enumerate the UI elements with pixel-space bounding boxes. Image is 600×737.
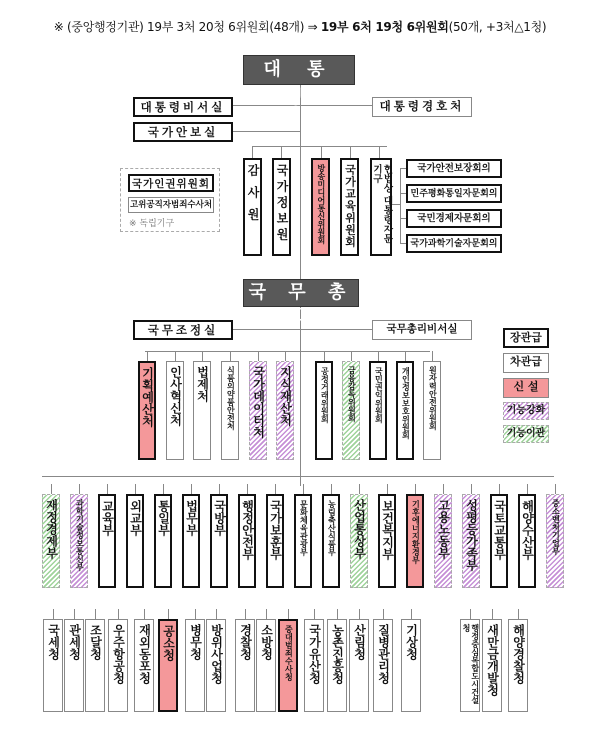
label: 우주항공청 xyxy=(111,624,126,684)
label: 기능이관 xyxy=(506,428,546,439)
prime-minister-box[interactable] xyxy=(243,279,359,329)
ministry-0[interactable] xyxy=(42,494,60,588)
board-of-audit[interactable] xyxy=(243,158,262,256)
label: 대통령경호처 xyxy=(379,99,465,113)
pm-agency-2[interactable] xyxy=(193,361,211,460)
agency-9[interactable] xyxy=(256,619,276,712)
label: 방위사업청 xyxy=(209,624,224,684)
label: 국가유산청 xyxy=(307,624,322,684)
label: 지식재산처 xyxy=(278,366,293,426)
ministry-9[interactable] xyxy=(294,494,312,588)
ministry-18[interactable] xyxy=(546,494,564,588)
label: 방송미디어통신위원회 xyxy=(316,164,326,244)
label: 기획예산처 xyxy=(140,367,155,427)
label: 해양경찰청 xyxy=(511,624,526,684)
agency-0[interactable] xyxy=(43,619,63,712)
label: 통일부 xyxy=(156,500,171,536)
pm-agency-9[interactable] xyxy=(396,361,414,460)
label: 국가정보원 xyxy=(275,164,290,244)
ministry-17[interactable] xyxy=(518,494,536,588)
cio-box[interactable] xyxy=(128,197,214,213)
label: 국무총리비서실 xyxy=(386,323,458,335)
constitutional-advisory-bodies[interactable] xyxy=(370,158,392,256)
label: 인사혁신처 xyxy=(168,366,183,426)
national-security-office[interactable] xyxy=(133,122,233,142)
legend-minister xyxy=(503,328,549,348)
agency-12[interactable] xyxy=(327,619,347,712)
label: 기상청 xyxy=(404,624,419,660)
label: 재정경제부 xyxy=(44,499,59,559)
agency-11[interactable] xyxy=(304,619,324,712)
label: 농림축산식품부 xyxy=(327,500,337,556)
agency-6[interactable] xyxy=(185,619,205,712)
label: 성평등가족부 xyxy=(464,499,479,571)
label: 고용노동부 xyxy=(436,499,451,559)
advisory-economy[interactable] xyxy=(406,209,502,228)
agency-3[interactable] xyxy=(108,619,128,712)
label: 대통령비서실 xyxy=(140,100,226,114)
label: 중대범죄수사청 xyxy=(284,625,294,681)
label: 국민경제자문회의 xyxy=(417,213,491,224)
label: 공소청 xyxy=(161,625,176,661)
label: 공정거래위원회 xyxy=(320,367,330,423)
ministry-15[interactable] xyxy=(462,494,480,588)
label: 국가안전보장회의 xyxy=(417,163,491,174)
label: 원자력안전위원회 xyxy=(428,366,438,430)
ministry-14[interactable] xyxy=(434,494,452,588)
pm-title: 국 무 총 리 xyxy=(248,282,354,329)
label: 행정안전부 xyxy=(240,500,255,560)
label: 기능강화 xyxy=(506,405,546,416)
pm-agency-6[interactable] xyxy=(315,361,333,460)
label: 산업통상부 xyxy=(352,499,367,559)
pm-agency-8[interactable] xyxy=(369,361,387,460)
legend-vice xyxy=(503,353,549,373)
ministry-1[interactable] xyxy=(70,494,88,588)
label: 재외동포청 xyxy=(137,624,152,684)
ministry-3[interactable] xyxy=(126,494,144,588)
label: 소방청 xyxy=(259,624,274,660)
agency-5[interactable] xyxy=(158,619,178,712)
office-government-policy-coordination[interactable] xyxy=(133,320,233,340)
label: 감사원 xyxy=(246,164,261,230)
label: 국가안보실 xyxy=(147,125,219,139)
agency-14[interactable] xyxy=(373,619,393,712)
human-rights-commission[interactable] xyxy=(128,174,214,192)
ministry-10[interactable] xyxy=(322,494,340,588)
agency-16[interactable] xyxy=(460,619,480,712)
ministry-5[interactable] xyxy=(182,494,200,588)
arrow-icon: ⇒ xyxy=(307,20,318,34)
advisory-unification[interactable] xyxy=(406,184,502,203)
legend-strengthened xyxy=(503,402,549,420)
advisory-nsc[interactable] xyxy=(406,159,502,178)
label: 장관급 xyxy=(510,331,542,344)
agency-2[interactable] xyxy=(85,619,105,712)
president-title: 대 통 령 xyxy=(263,59,335,108)
summary-after: 19부 6처 19청 6위원회 xyxy=(320,20,449,34)
label: 국가과학기술자문회의 xyxy=(410,239,498,249)
label: 과학기술정보통신부 xyxy=(75,499,85,571)
label: 중소벤처기업부 xyxy=(551,499,561,555)
pm-agency-1[interactable] xyxy=(166,361,184,460)
pm-secretariat[interactable] xyxy=(372,320,472,340)
label: 국가보훈부 xyxy=(268,500,283,560)
advisory-science[interactable] xyxy=(406,234,502,253)
label: 병무청 xyxy=(188,624,203,660)
independent-agencies-group xyxy=(120,168,220,232)
label: 국가교육위원회 xyxy=(343,164,357,248)
summary-after-tail: (50개, +3처△1청) xyxy=(448,20,547,34)
label: 국가데이터처 xyxy=(251,366,266,438)
agency-4[interactable] xyxy=(134,619,154,712)
label: 식품의약품안전처 xyxy=(226,366,236,430)
legend-transferred xyxy=(503,425,549,443)
label: 국가인권위원회 xyxy=(131,178,210,190)
agency-8[interactable] xyxy=(235,619,255,712)
label: 국세청 xyxy=(46,624,61,660)
label: 조달청 xyxy=(88,624,103,660)
ministry-13[interactable] xyxy=(406,494,424,588)
national-education-commission[interactable] xyxy=(340,158,359,256)
label: 기후에너지환경부 xyxy=(411,500,421,564)
agency-1[interactable] xyxy=(64,619,84,712)
label: 금융감독위원회 xyxy=(347,366,357,422)
pm-agency-10[interactable] xyxy=(423,361,441,460)
pm-agency-7[interactable] xyxy=(342,361,360,460)
ministry-16[interactable] xyxy=(490,494,508,588)
label: 문화체육관광부 xyxy=(299,500,309,556)
label: 새만금개발청 xyxy=(485,624,500,696)
agency-15[interactable] xyxy=(401,619,421,712)
broadcast-media-commission[interactable] xyxy=(311,158,330,256)
summary-header xyxy=(0,18,600,35)
label: 개인정보보호위원회 xyxy=(401,367,411,439)
nis-box[interactable] xyxy=(272,158,291,256)
agency-7[interactable] xyxy=(206,619,226,712)
agency-18[interactable] xyxy=(508,619,528,712)
label: 관세청 xyxy=(67,624,82,660)
pm-agency-4[interactable] xyxy=(249,361,267,460)
label: 행정중심복합도시건설청 xyxy=(462,624,480,704)
ministry-2[interactable] xyxy=(98,494,116,588)
label: 질병관리청 xyxy=(376,624,391,684)
label: 외교부 xyxy=(128,500,143,536)
independent-note: ※ 독립기구 xyxy=(129,219,175,229)
label: 국무조정실 xyxy=(147,323,219,337)
label: 차관급 xyxy=(510,355,542,368)
label: 신 설 xyxy=(513,380,539,393)
pm-agency-5[interactable] xyxy=(276,361,294,460)
ministry-12[interactable] xyxy=(378,494,396,588)
presidential-secretariat[interactable] xyxy=(133,97,233,117)
ministry-6[interactable] xyxy=(210,494,228,588)
label: 산림청 xyxy=(352,624,367,660)
ministry-11[interactable] xyxy=(350,494,368,588)
pm-agency-0[interactable] xyxy=(138,361,156,460)
legend-new xyxy=(503,378,549,398)
summary-before: (중앙행정기관) 19부 3처 20청 6위원회(48개) xyxy=(67,20,305,34)
label: 농촌진흥청 xyxy=(330,624,345,684)
label: 보건복지부 xyxy=(380,500,395,560)
agency-17[interactable] xyxy=(482,619,502,712)
ministry-7[interactable] xyxy=(238,494,256,588)
agency-13[interactable] xyxy=(349,619,369,712)
label: 해양수산부 xyxy=(520,500,535,560)
label: 국방부 xyxy=(212,500,227,536)
label: 교육부 xyxy=(100,500,115,536)
ministry-4[interactable] xyxy=(154,494,172,588)
president-box[interactable] xyxy=(243,55,355,108)
presidential-security-service[interactable] xyxy=(372,97,472,117)
label: 법제처 xyxy=(195,366,210,402)
label: 법무부 xyxy=(184,500,199,536)
label: 경찰청 xyxy=(238,624,253,660)
label: 국민권익위원회 xyxy=(374,367,384,423)
label: 헌법상 대통령자문기구 xyxy=(371,164,393,244)
label: 고위공직자범죄수사처 xyxy=(129,200,213,210)
ministry-8[interactable] xyxy=(266,494,284,588)
agency-10[interactable] xyxy=(278,619,298,712)
label: 국토교통부 xyxy=(492,500,507,560)
note-mark: ※ xyxy=(53,20,64,34)
pm-agency-3[interactable] xyxy=(221,361,239,460)
label: 민주평화통일자문회의 xyxy=(410,189,498,199)
